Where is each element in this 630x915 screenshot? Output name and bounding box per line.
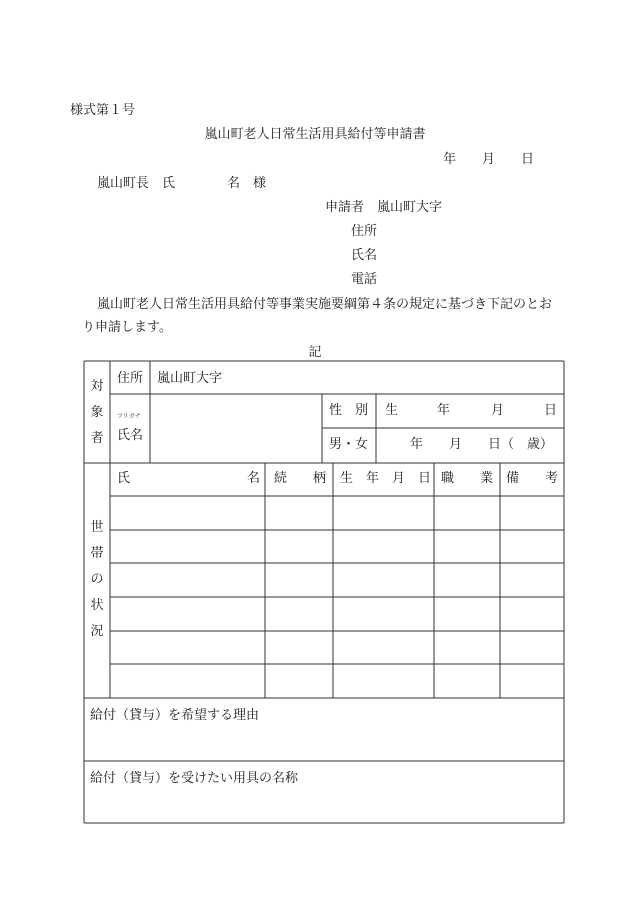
addressee-sama: 様 xyxy=(253,176,267,191)
addressee-shi: 氏 xyxy=(162,176,176,191)
header-birthdate: 生 年 月 日 xyxy=(340,471,432,486)
subject-side-char: 象 xyxy=(90,405,104,420)
subject-side-char: 対 xyxy=(90,379,104,394)
header-mei: 名 xyxy=(247,471,261,486)
applicant-label: 申請者 xyxy=(325,200,365,215)
age-row: 年 月 日（ 歳） xyxy=(410,437,554,452)
furigana-label: フリガナ xyxy=(117,413,141,420)
household-side-char: の xyxy=(90,572,104,587)
birth-sei: 生 xyxy=(385,403,399,418)
date-month: 月 xyxy=(482,152,496,167)
addressee-name: 嵐山町長 xyxy=(97,176,150,191)
equipment-label: 給付（貸与）を受けたい用具の名称 xyxy=(90,771,299,786)
date-line xyxy=(443,152,534,168)
applicant-phone-label: 電話 xyxy=(351,272,378,287)
subject-side-label xyxy=(89,374,105,452)
header-shi: 氏 xyxy=(117,471,131,486)
addressee xyxy=(97,176,266,192)
ki-heading: 記 xyxy=(308,345,322,360)
header-relation: 続 柄 xyxy=(274,471,327,486)
date-day: 日 xyxy=(521,152,535,167)
subject-name-label: 氏名 xyxy=(117,428,144,443)
applicant-name-label: 氏名 xyxy=(351,248,378,263)
form-number: 様式第１号 xyxy=(70,103,136,118)
body-text-line1: 嵐山町老人日常生活用具給付等事業実施要綱第４条の規定に基づき下記のとお xyxy=(97,297,553,312)
subject-address-value: 嵐山町大字 xyxy=(157,371,223,386)
applicant-address-label: 住所 xyxy=(351,224,378,239)
household-side-label xyxy=(89,515,105,645)
body-text-line2: り申請します。 xyxy=(82,320,172,335)
document-title: 嵐山町老人日常生活用具給付等申請書 xyxy=(204,127,426,142)
birth-day: 日 xyxy=(544,403,558,418)
household-side-char: 況 xyxy=(90,624,104,639)
addressee-mei: 名 xyxy=(227,176,241,191)
birth-year: 年 xyxy=(437,403,451,418)
date-year: 年 xyxy=(443,152,457,167)
reason-label: 給付（貸与）を希望する理由 xyxy=(90,708,260,723)
sex-label: 性 別 xyxy=(329,403,369,418)
subject-address-label: 住所 xyxy=(117,371,144,386)
applicant-town: 嵐山町大字 xyxy=(377,200,443,215)
household-side-char: 帯 xyxy=(90,546,104,561)
header-notes: 備 考 xyxy=(506,471,559,486)
header-job: 職 業 xyxy=(441,471,494,486)
household-side-char: 世 xyxy=(90,520,104,535)
sex-options: 男・女 xyxy=(329,437,369,452)
subject-side-char: 者 xyxy=(90,431,104,446)
household-side-char: 状 xyxy=(90,598,104,613)
birth-month: 月 xyxy=(491,403,505,418)
